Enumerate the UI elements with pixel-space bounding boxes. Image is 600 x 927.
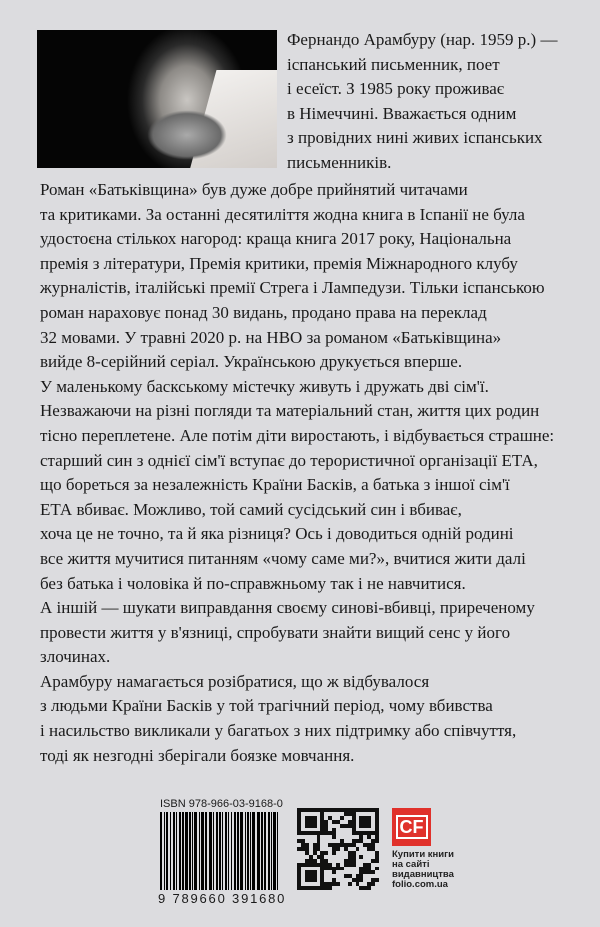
bio-line: з провідних нині живих іспанських — [287, 128, 543, 147]
barcode-bar — [194, 812, 197, 890]
author-photo-beard — [147, 110, 227, 160]
buy-line: видавництва — [392, 869, 454, 880]
description-line: журналістів, італійські премії Стрега і Лампедузи. Тільки іспанською — [40, 278, 545, 298]
barcode-bar — [189, 812, 191, 890]
barcode-bar — [264, 812, 266, 890]
bio-line: Фернандо Арамбуру (нар. 1959 р.) — — [287, 30, 558, 49]
barcode-bar — [205, 812, 207, 890]
description-line: хоча це не точно, та й яка різниця? Ось і доводиться одній родині — [40, 524, 514, 544]
description-line: та критиками. За останні десятиліття жодна книга в Іспанії не була — [40, 204, 525, 224]
qr-module — [375, 886, 379, 890]
description-line: вийде 8-серійний серіал. Українською друкується вперше. — [40, 352, 463, 372]
barcode-bar — [182, 812, 184, 890]
bio-line: в Німеччині. Вважається одним — [287, 103, 517, 123]
barcode — [160, 812, 284, 890]
author-photo — [37, 30, 277, 168]
publisher-website[interactable]: folio.com.ua — [392, 879, 448, 890]
description-line: старший син з однієї сім'ї вступає до терористичної організації ЕТА, — [40, 450, 538, 470]
description-line: Арамбуру намагається розібратися, що ж відбувалося — [40, 671, 430, 691]
description-line: що бореться за незалежність Країни Басків, а батька з іншої сім'ї — [40, 475, 510, 495]
buy-line: на сайті — [392, 859, 430, 870]
barcode-bar — [166, 812, 168, 890]
description-line: тісно переплетене. Але потім діти виростають, і відбувається страшне: — [40, 425, 555, 445]
barcode-bar — [164, 812, 165, 890]
description-line: злочинах. — [40, 647, 111, 667]
barcode-bar — [277, 812, 278, 890]
barcode-bar — [160, 812, 162, 890]
description-line: Роман «Батьківщина» був дуже добре прийнятий читачами — [40, 180, 468, 199]
author-bio — [287, 28, 592, 175]
book-description — [40, 178, 595, 768]
barcode-bar — [192, 812, 193, 890]
barcode-bar — [185, 812, 188, 890]
description-line: роман нараховує понад 30 видань, продано права на переклад — [40, 302, 487, 322]
barcode-bar — [234, 812, 236, 890]
barcode-bar — [268, 812, 270, 890]
description-line: без батька і чоловіка й по-справжньому так і не навчитися. — [40, 573, 466, 593]
barcode-bar — [245, 812, 246, 890]
qr-code[interactable] — [297, 808, 379, 890]
description-line: А іншій — шукати виправдання своєму синові-вбивці, приреченому — [40, 598, 535, 618]
barcode-bar — [247, 812, 249, 890]
bio-line: іспанський письменник, поет — [287, 54, 500, 74]
barcode-bar — [257, 812, 260, 890]
barcode-bar — [231, 812, 232, 890]
buy-line: Купити книги — [392, 849, 454, 860]
barcode-bar — [250, 812, 251, 890]
description-line: з людьми Країни Басків у той трагічний період, чому вбивства — [40, 696, 493, 716]
publisher-buy-text — [392, 850, 454, 890]
description-line: премія з літератури, Премія критики, премія Міжнародного клубу — [40, 253, 518, 273]
barcode-bar — [237, 812, 239, 890]
barcode-bar — [176, 812, 177, 890]
barcode-bar — [228, 812, 229, 890]
barcode-bar — [222, 812, 223, 890]
description-line: удостоєна стількох нагород: краща книга 2017 року, Національна — [40, 229, 512, 249]
barcode-bar — [219, 812, 221, 890]
barcode-bar — [261, 812, 263, 890]
barcode-bar — [273, 812, 276, 890]
description-line: ЕТА вбиває. Можливо, той самий сусідський син і вбиває, — [40, 499, 462, 519]
barcode-bar — [213, 812, 214, 890]
description-line: провести життя у в'язниці, спробувати знайти вищий сенс у його — [40, 622, 511, 642]
publisher-logo-text: CF — [396, 815, 428, 839]
barcode-number: 9 789660 391680 — [158, 891, 287, 906]
description-line: все життя мучитися питанням «чому саме ми?», вчитися жити далі — [40, 548, 526, 568]
barcode-bar — [173, 812, 175, 890]
isbn: ISBN 978-966-03-9168-0 — [160, 798, 283, 810]
barcode-bar — [216, 812, 218, 890]
description-line: і насильство викликали у багатьох з них підтримку або співчуття, — [40, 721, 517, 741]
barcode-bar — [252, 812, 255, 890]
barcode-bar — [271, 812, 272, 890]
description-line: тоді як незгодні зберігали боязке мовчання. — [40, 745, 355, 765]
barcode-bar — [201, 812, 204, 890]
barcode-bar — [240, 812, 243, 890]
publisher-logo — [392, 808, 431, 846]
barcode-bar — [209, 812, 212, 890]
bio-line: і есеїст. З 1985 року проживає — [287, 79, 505, 98]
description-line: 32 мовами. У травні 2020 р. на HBO за романом «Батьківщина» — [40, 327, 502, 347]
barcode-bar — [225, 812, 227, 890]
barcode-bar — [170, 812, 171, 890]
barcode-bar — [199, 812, 200, 890]
bio-line: письменників. — [287, 152, 392, 172]
barcode-bar — [179, 812, 181, 890]
description-line: Незважаючи на різні погляди та матеріальний стан, життя цих родин — [40, 401, 540, 421]
description-line: У маленькому баскському містечку живуть і дружать дві сім'ї. — [40, 376, 489, 396]
